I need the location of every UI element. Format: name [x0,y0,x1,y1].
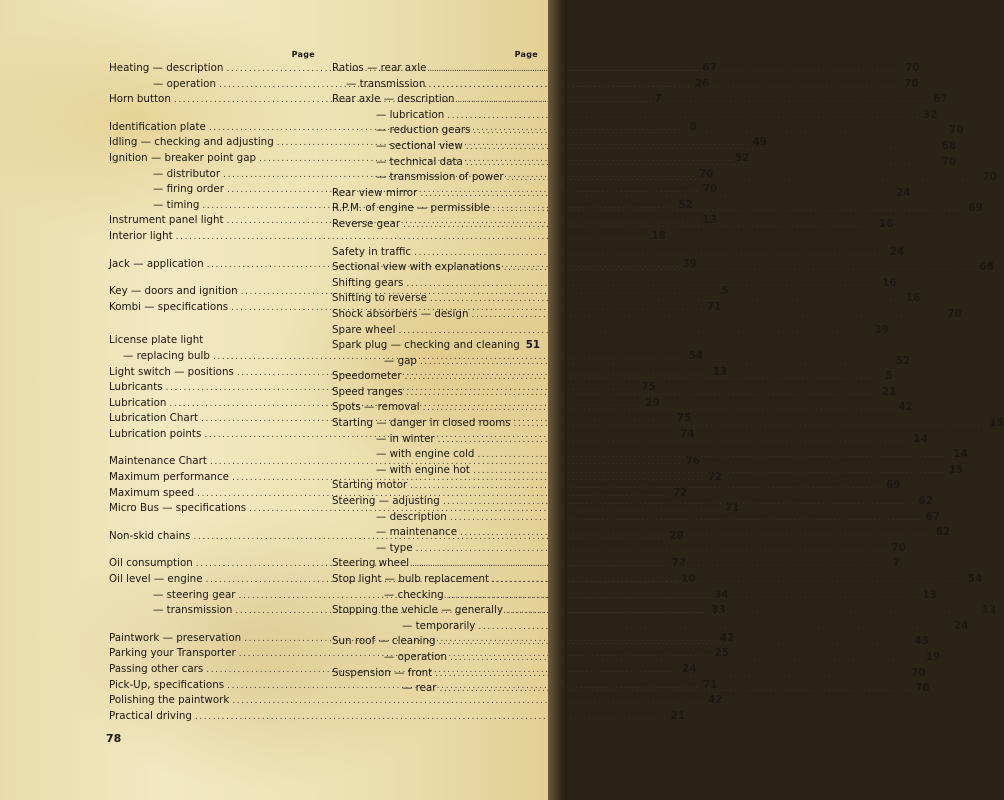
book-binding-edge [548,0,567,800]
index-entry-text: Passing other cars [109,663,204,675]
index-entry-page: 29 [645,396,660,409]
page-column-label: Page [291,50,315,59]
dot-leader [507,171,980,187]
dot-leader [428,78,901,94]
index-entry-page: 24 [889,245,905,258]
index-entry-page: 70 [904,77,919,90]
index-entry-text: Reverse gear [332,217,401,230]
index-entry [109,709,686,725]
index-entry-page: 68 [941,139,957,152]
index-entry-page: 75 [641,381,656,394]
index-entry-text: Shock absorbers — design [332,307,469,320]
index-entry-page: 19 [925,650,941,663]
index-entry-text: Maintenance Chart [109,455,207,468]
index-entry [332,108,938,124]
index-entry-page: 5 [885,370,893,383]
index-entry-text: Starting — danger in closed rooms [332,417,511,430]
index-entry-text: Lubrication points [109,427,202,440]
dot-leader [420,355,893,371]
index-entry-text: — transmission of power [376,171,504,184]
index-entry-text: Spots — removal [332,401,420,414]
index-entry-text: License plate light [109,334,204,347]
index-entry-text: — replacing bulb [123,349,210,362]
dot-leader [195,710,668,726]
index-entry-text: Sun roof — cleaning [332,635,436,648]
dot-leader [435,667,908,683]
dot-leader [414,246,887,262]
index-entry-page: 14 [953,448,968,461]
index-entry-page: 32 [923,108,938,121]
index-entry-text: Paintwork — preservation [109,631,242,644]
index-entry-page: 72 [707,471,723,484]
index-entry-page: 52 [678,198,693,211]
index-entry-page: 70 [941,155,957,168]
index-entry-text: Non-skid chains [109,529,191,542]
index-entry [332,323,889,339]
index-entry-text: Instrument panel light [109,214,224,227]
index-entry [332,245,905,261]
dot-leader [429,62,902,78]
index-entry-text: — rear [402,682,437,695]
index-entry-page: 72 [672,486,688,499]
index-entry-page: 7 [654,93,662,106]
index-entry-page: 21 [670,709,686,722]
index-entry-page: 15 [948,463,964,476]
index-entry-page: 43 [914,635,929,648]
index-entry-page: 62 [935,526,951,539]
index-entry-page: 67 [925,510,941,523]
dot-leader [405,370,878,386]
index-entry-page: 13 [981,604,997,617]
index-entry-text: — in winter [376,432,435,445]
index-entry-page: 74 [680,427,695,440]
index-entry-page: 5 [721,285,729,298]
dot-leader [398,324,871,340]
index-entry-page: 26 [694,77,710,90]
index-entry-page: 16 [878,217,894,230]
index-entry [109,229,666,245]
index-entry-text: Speed ranges [332,385,403,398]
index-entry-text: Suspension — front [332,666,433,679]
index-entry-text: Stop light — bulb replacement [332,573,490,585]
index-entry [332,307,962,323]
index-entry-page: 71 [702,678,718,691]
index-entry-text: Lubrication [109,396,167,409]
dot-leader [473,464,946,480]
index-entry [332,510,941,526]
index-entry-text: Steering wheel [332,557,410,570]
index-entry-text: Horn button [109,93,171,106]
page-column-label: Page [514,50,538,59]
index-entry-page: 21 [881,385,897,398]
dot-leader [447,589,920,605]
index-entry [332,619,969,635]
dot-leader [473,124,946,140]
index-entry-page: 76 [685,455,701,468]
dot-leader [423,401,896,417]
index-entry-page: 7 [892,557,901,570]
index-entry-page: 39 [682,257,697,270]
index-entry-text: Pick-Up, specifications [109,678,225,691]
index-entry-page: 42 [898,401,913,414]
index-entry-page: 69 [886,479,901,492]
index-entry-text: Practical driving [109,709,192,722]
dot-leader [514,417,987,433]
dot-leader [420,187,893,203]
dot-leader [430,292,903,308]
index-entry [332,276,897,292]
index-entry-text: Speedometer [332,370,402,383]
dot-leader [406,386,879,402]
index-entry-page: 70 [915,682,930,695]
index-entry-text: Maximum speed [109,486,195,499]
dot-leader [438,433,911,449]
index-entry [332,123,964,139]
index-entry-text: Spark plug — checking and cleaning [332,339,520,352]
index-entry-text: — description [376,510,447,523]
index-entry-text: Spare wheel [332,323,396,336]
dot-leader [450,511,923,527]
index-entry-text: — type [376,541,413,554]
index-entry-text: Oil level — engine [109,573,203,586]
index-entry-page: 18 [651,229,666,242]
index-entry-text: — checking [384,588,444,601]
index-entry-page: 52 [895,354,911,367]
index-entry-page: 70 [947,307,962,320]
index-entry-page: 24 [896,186,911,199]
index-entry-page: 75 [676,412,692,425]
index-entry-text: — transmission [153,604,233,617]
index-entry-text: — operation [153,77,217,90]
dot-leader [439,682,912,698]
index-entry-page: 70 [905,62,920,74]
index-entry-page: 70 [982,171,997,184]
index-entry-text: Starting motor [332,479,408,492]
index-entry-page: 71 [706,300,722,313]
index-entry-text: Maximum performance [109,471,229,484]
index-entry-text: Lubricants [109,381,163,394]
dot-leader [439,635,912,651]
index-entry-page: 15 [989,417,1004,430]
index-entry-text: Sectional view with explanations [332,261,501,274]
index-entry-text: Polishing the paintwork [109,694,230,707]
index-entry-page: 14 [913,432,928,445]
index-entry-text: Steering — adjusting [332,495,440,508]
index-entry-text: Light switch — positions [109,365,234,378]
page-number: 78 [106,732,122,745]
index-entry-page: 70 [702,183,718,196]
index-entry [332,92,948,108]
index-entry-page: 71 [724,502,740,515]
index-entry-page: 51 [525,339,541,352]
index-entry-text: Rear axle — description [332,93,455,106]
dot-leader [403,218,876,234]
index-entry-text: Ratios — rear axle [332,62,427,74]
index-entry-text: — sectional view [376,139,463,152]
index-entry-page: 39 [874,323,889,336]
index-entry-page: 28 [669,529,684,542]
index-entry-page: 34 [714,588,729,601]
index-entry-page: 62 [918,495,934,508]
dot-leader [458,93,931,109]
index-entry-text: — timing [153,198,200,211]
index-entry-text: Shifting to reverse [332,292,427,305]
dot-leader [410,479,883,495]
dot-leader [447,109,920,125]
index-entry-text: — steering gear [153,588,236,601]
dot-leader [460,526,933,542]
index-entry-text: Kombi — specifications [109,300,229,313]
index-entry-text: — firing order [153,183,224,196]
dot-leader [416,542,889,558]
index-entry-text: Micro Bus — specifications [109,502,247,515]
index-entry-text: Jack — application [109,257,204,270]
index-entry-text: — temporarily [402,619,476,632]
index-entry-page: 13 [922,588,937,601]
dot-leader [406,277,879,293]
index-entry-text: — operation [384,650,448,663]
index-entry-text: Identification plate [109,120,206,133]
index-entry [332,541,906,557]
index-entry-text: — gap [384,354,417,367]
index-entry-page: 54 [688,349,704,362]
index-entry [332,338,541,354]
index-entry-text: Heating — description [109,62,224,74]
index-entry [332,170,997,186]
dot-leader [443,495,916,511]
index-entry [109,333,315,349]
index-entry-page: 54 [967,573,983,585]
index-entry-text: — lubrication [376,108,445,121]
index-entry-text: — maintenance [376,526,458,539]
index-entry-page: 13 [702,214,717,227]
index-entry-page: 70 [698,167,714,180]
index-entry-page: 33 [711,604,726,617]
index-entry-text: Oil consumption [109,557,193,570]
dot-leader [466,156,939,172]
index-entry-page: 70 [949,124,964,137]
dot-leader [466,140,939,156]
dot-leader [504,261,977,277]
dot-leader [450,651,923,667]
index-entry-text: — transmission [346,77,426,90]
index-entry-page: 70 [911,666,926,679]
dot-leader [471,308,944,324]
index-entry-page: 13 [712,365,728,378]
index-entry-page: 16 [882,276,897,289]
index-entry-text: — with engine cold [376,448,475,461]
index-entry-text: Idling — checking and adjusting [109,136,274,149]
index-entry-text: Ignition — breaker point gap [109,151,257,164]
index-entry-text: Lubrication Chart [109,412,198,425]
index-entry-page: 8 [689,120,697,133]
index-entry-text: Interior light [109,229,173,242]
index-entry-page: 42 [708,694,723,707]
index-entry-text: — with engine hot [376,463,470,476]
index-entry-page: 25 [714,647,729,660]
index-entry-text: Stopping the vehicle — generally [332,604,503,617]
index-entry-text: — technical data [376,155,463,168]
index-entry-page: 52 [734,151,750,164]
index-entry-page: 72 [671,557,686,570]
index-entry-page: 67 [702,62,717,74]
index-entry-text: Rear view mirror [332,186,418,199]
index-entry-page: 69 [968,202,983,215]
dot-leader [412,557,885,573]
index-entry-page: 67 [933,93,948,106]
index-entry-page: 24 [954,619,969,632]
index-entry-page: 10 [681,573,696,586]
index-entry-text: — reduction gears [376,124,471,137]
index-entry-text: — distributor [153,167,221,180]
index-entry-page: 42 [720,631,735,644]
index-entry-text: Shifting gears [332,276,404,289]
index-entry-page: 24 [682,663,697,675]
index-entry [109,693,723,709]
index-entry-text: R.P.M. of engine — permissible [332,202,490,215]
index-entry-text: Key — doors and ignition [109,285,238,298]
index-entry-page: 49 [752,136,767,149]
index-entry-page: 70 [891,541,906,554]
index-entry-text: Parking your Transporter [109,647,236,660]
index-entry-page: 68 [979,261,994,274]
index-entry-page: 16 [905,292,921,305]
index-entry-text: Safety in traffic [332,245,412,258]
dot-leader [506,604,979,620]
